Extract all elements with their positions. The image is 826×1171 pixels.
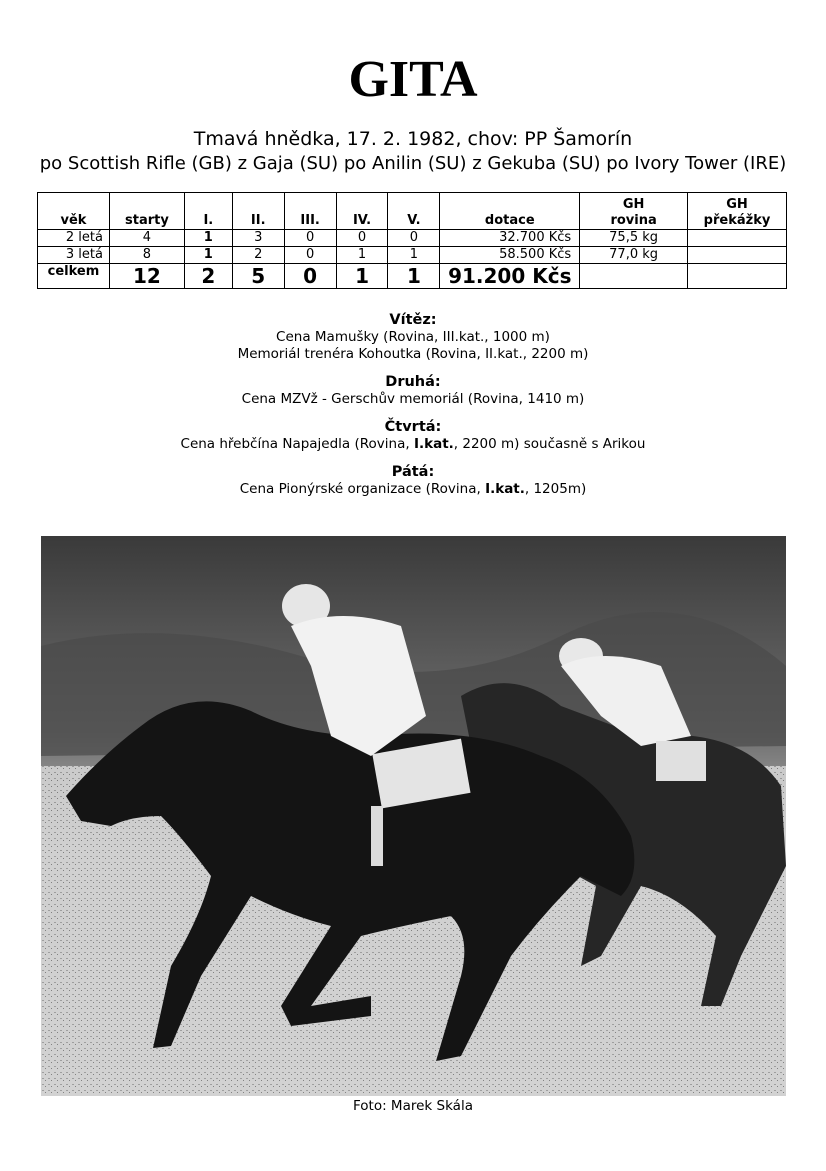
total-fifth: 1	[388, 264, 440, 289]
winner-race-2: Memoriál trenéra Kohoutka (Rovina, II.kat., 2200 m)	[237, 346, 589, 362]
total-third: 0	[284, 264, 336, 289]
cell-gh-flat: 75,5 kg	[580, 230, 688, 247]
cell-third: 0	[284, 230, 336, 247]
photo-caption: Foto: Marek Skála	[353, 1098, 473, 1114]
header-fifth: V.	[388, 193, 440, 230]
header-prize: dotace	[440, 193, 580, 230]
header-starts: starty	[109, 193, 184, 230]
total-prize: 91.200 Kčs	[440, 264, 580, 289]
header-fourth: IV.	[336, 193, 388, 230]
header-age: věk	[38, 193, 110, 230]
fifth-place-heading: Pátá:	[391, 464, 435, 480]
second-place-race-1: Cena MZVž - Gerschův memoriál (Rovina, 1410 m)	[241, 391, 585, 407]
cell-prize: 58.500 Kčs	[440, 247, 580, 264]
total-first: 2	[184, 264, 232, 289]
total-starts: 12	[109, 264, 184, 289]
cell-starts: 8	[109, 247, 184, 264]
cell-fifth: 0	[388, 230, 440, 247]
cell-third: 0	[284, 247, 336, 264]
race-photo	[41, 536, 786, 1096]
cell-fourth: 0	[336, 230, 388, 247]
second-place-heading: Druhá:	[385, 374, 441, 390]
table-total-row	[38, 264, 787, 289]
header-gh-jump: GH překážky	[688, 193, 787, 230]
cell-age: 2 letá	[38, 230, 110, 247]
cell-gh-jump	[688, 247, 787, 264]
header-third: III.	[284, 193, 336, 230]
fourth-place-race-1: Cena hřebčína Napajedla (Rovina, I.kat., 2200 m) současně s Arikou	[180, 436, 646, 452]
winner-heading: Vítěz:	[389, 312, 437, 328]
cell-gh-jump	[688, 230, 787, 247]
horse-name-title: GITA	[348, 51, 478, 108]
winner-race-1: Cena Mamušky (Rovina, III.kat., 1000 m)	[276, 329, 550, 345]
header-second: II.	[232, 193, 284, 230]
table-row	[38, 247, 787, 264]
total-gh-jump	[688, 264, 787, 289]
header-first: I.	[184, 193, 232, 230]
total-gh-flat	[580, 264, 688, 289]
cell-fifth: 1	[388, 247, 440, 264]
horse-description: Tmavá hnědka, 17. 2. 1982, chov: PP Šamorín	[193, 128, 633, 150]
cell-first: 1	[184, 230, 232, 247]
table-header-row	[38, 193, 787, 230]
total-fourth: 1	[336, 264, 388, 289]
table-row	[38, 230, 787, 247]
cell-starts: 4	[109, 230, 184, 247]
cell-age: 3 letá	[38, 247, 110, 264]
header-gh-flat: GH rovina	[580, 193, 688, 230]
horse-pedigree: po Scottish Rifle (GB) z Gaja (SU) po Anilin (SU) z Gekuba (SU) po Ivory Tower (IRE)	[39, 153, 787, 174]
race-statistics-table	[37, 192, 787, 289]
fifth-place-race-1: Cena Pionýrské organizace (Rovina, I.kat., 1205m)	[239, 481, 587, 497]
fourth-place-heading: Čtvrtá:	[384, 419, 442, 435]
cell-fourth: 1	[336, 247, 388, 264]
cell-first: 1	[184, 247, 232, 264]
race-results	[0, 312, 826, 498]
cell-second: 3	[232, 230, 284, 247]
cell-prize: 32.700 Kčs	[440, 230, 580, 247]
cell-gh-flat: 77,0 kg	[580, 247, 688, 264]
total-second: 5	[232, 264, 284, 289]
total-label: celkem	[38, 264, 110, 289]
cell-second: 2	[232, 247, 284, 264]
